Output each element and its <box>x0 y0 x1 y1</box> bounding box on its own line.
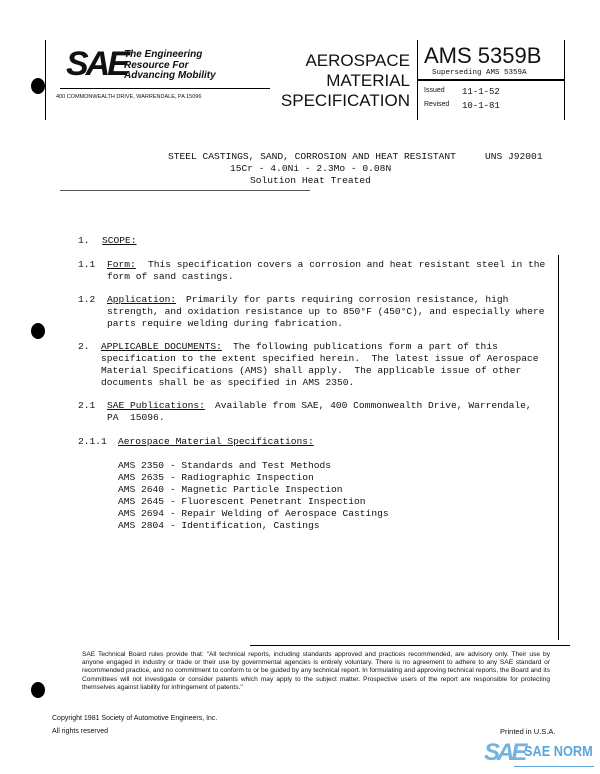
section-heading: Form: <box>107 259 136 270</box>
section-heading: SCOPE: <box>102 235 137 246</box>
printed-in: Printed in U.S.A. <box>500 727 556 736</box>
section-heading: SAE Publications: <box>107 400 205 411</box>
doc-type: AEROSPACE MATERIAL SPECIFICATION <box>280 51 410 110</box>
uns-number: UNS J92001 <box>485 151 543 162</box>
issued-label: Issued <box>424 87 445 94</box>
disclaimer: SAE Technical Board rules provide that: "All technical reports, including standards approved and practices recommended, are advisory only. Their use by anyone engaged in industry or trade or their use by governmental agencies is entirely voluntary. There is no agreement to adhere to any SAE standard or recommended practice, and no commitment to conform to or be guided by any technical report. In formulating and approving technical reports, the Board and its Committees will not investigate or consider patents which may apply to the subject matter. Prospective users of the report are responsible for protecting themselves against liability for infringement of patents." <box>82 651 550 691</box>
spec-box <box>417 40 565 120</box>
list-item: AMS 2640 - Magnetic Particle Inspection <box>118 484 343 495</box>
issued-date: 11-1-52 <box>462 87 500 97</box>
section-heading: Application: <box>107 294 177 305</box>
title-line-3: Solution Heat Treated <box>250 175 371 186</box>
watermark-logo: SAE <box>484 739 525 766</box>
punch-hole <box>31 682 45 698</box>
section-heading: APPLICABLE DOCUMENTS: <box>101 341 222 352</box>
list-item: AMS 2350 - Standards and Test Methods <box>118 460 332 471</box>
divider <box>45 40 46 120</box>
punch-hole <box>31 78 45 94</box>
list-item: AMS 2645 - Fluorescent Penetrant Inspection <box>118 496 366 507</box>
change-bar <box>558 255 559 640</box>
address: 400 COMMONWEALTH DRIVE, WARRENDALE, PA 15096 <box>56 94 202 100</box>
punch-hole <box>31 323 45 339</box>
section-heading: Aerospace Material Specifications: <box>118 436 314 447</box>
tagline: The Engineering Resource For Advancing Mobility <box>124 49 216 81</box>
revised-label: Revised <box>424 101 450 108</box>
list-item: AMS 2635 - Radiographic Inspection <box>118 472 314 483</box>
copyright: Copyright 1981 Society of Automotive Engineers, Inc. <box>52 715 218 722</box>
superseding: Superseding AMS 5359A <box>432 69 527 77</box>
watermark-text: SAE NORM <box>524 743 593 760</box>
sae-logo: SAE <box>66 45 127 83</box>
title-line-1: STEEL CASTINGS, SAND, CORROSION AND HEAT RESISTANT <box>168 151 456 162</box>
list-item: AMS 2694 - Repair Welding of Aerospace Castings <box>118 508 389 519</box>
title-line-2: 15Cr - 4.0Ni - 2.3Mo - 0.08N <box>230 163 392 174</box>
divider <box>250 645 570 646</box>
rights: All rights reserved <box>52 728 109 735</box>
divider <box>60 88 270 89</box>
spec-number: AMS 5359B <box>424 43 542 68</box>
list-item: AMS 2804 - Identification, Castings <box>118 520 320 531</box>
divider <box>60 190 310 191</box>
revised-date: 10-1-81 <box>462 101 500 111</box>
